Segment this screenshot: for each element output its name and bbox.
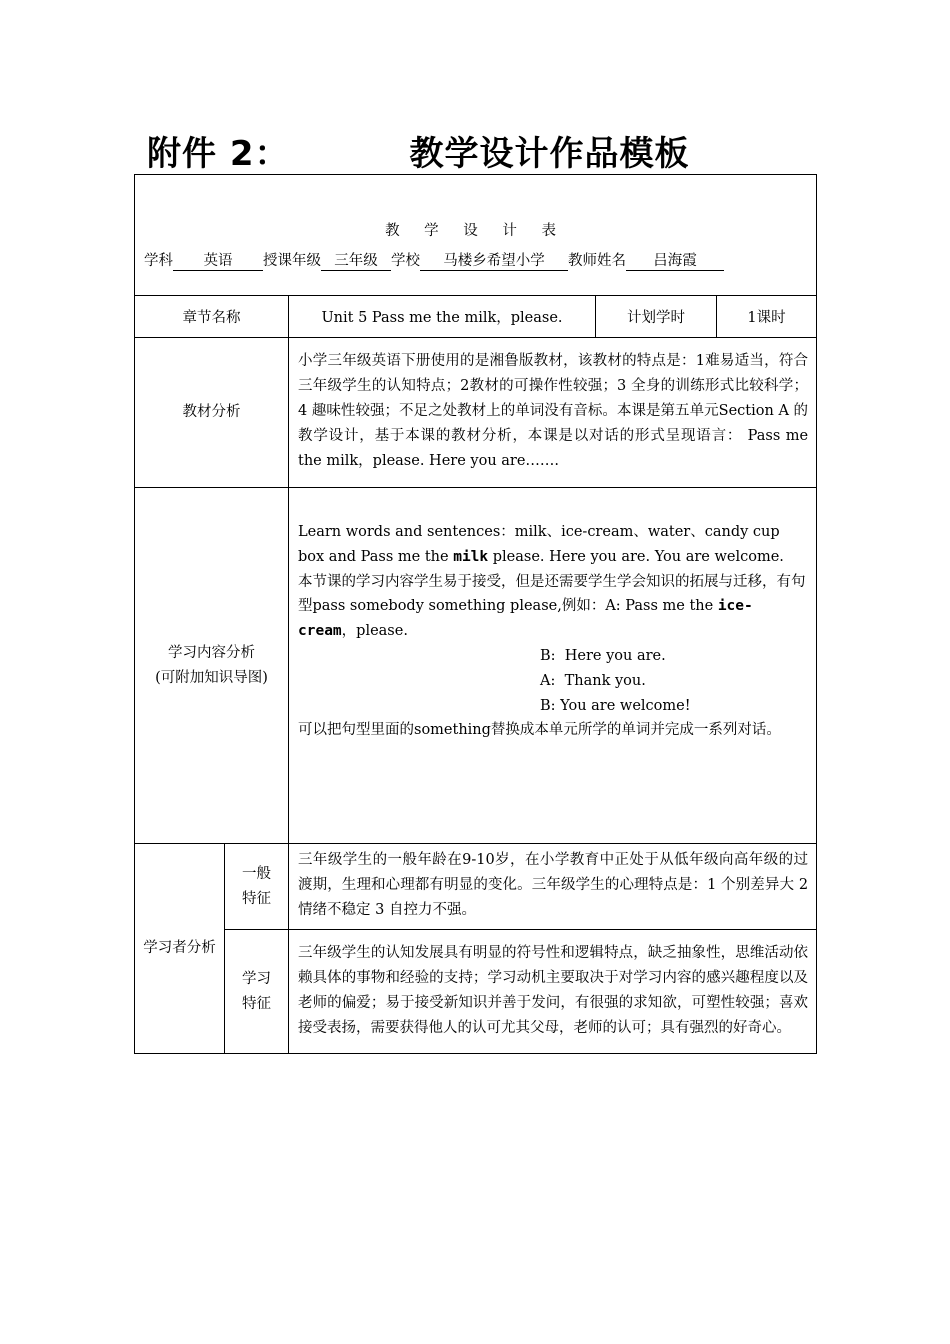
design-table xyxy=(134,174,817,1054)
hours-label: 计划学时 xyxy=(596,296,717,338)
subject-value: 英语 xyxy=(173,252,263,271)
table-header-cell xyxy=(135,175,817,296)
grade-value: 三年级 xyxy=(321,252,391,271)
study-label: 学习特征 xyxy=(225,930,289,1054)
dialog-line: B: You are welcome! xyxy=(540,697,691,714)
hours-value: 1课时 xyxy=(717,296,817,338)
content-intro xyxy=(298,520,808,570)
content-intro-text: Learn words and sentences：milk、ice-cream、water、candy cup box and Pass me the xyxy=(298,524,780,565)
content-paragraph-text: 本节课的学习内容学生易于接受，但是还需要学生学会知识的拓展与迁移，有句型pass somebody something please,例如：A: Pass me the xyxy=(298,573,806,615)
keyword-milk: milk xyxy=(453,548,489,565)
grade-label: 授课年级 xyxy=(263,253,321,269)
document-title: 教学设计作品模板 xyxy=(409,134,690,174)
page-title xyxy=(147,126,690,175)
school-value: 马楼乡希望小学 xyxy=(420,252,568,271)
material-text: 小学三年级英语下册使用的是湘鲁版教材，该教材的特点是：1难易适当，符合三年级学生的认知特点；2教材的可操作性较强；3 全身的训练形式比较科学；4 趣味性较强；不足之处教材上的单词没有音标。本课是第五单元Section A 的教学设计，基于本课的教材分析，本课是以对话的形式呈现语言： Pass me the milk，please. Here you are……. xyxy=(289,338,817,488)
material-label: 教材分析 xyxy=(135,338,289,488)
teacher-label: 教师姓名 xyxy=(568,253,626,269)
content-paragraph-tail: ，please. xyxy=(341,623,408,640)
content-paragraph xyxy=(298,570,808,644)
keyword-ice-cream: ice-cream xyxy=(298,598,753,640)
general-label: 一般特征 xyxy=(225,844,289,930)
general-text: 三年级学生的一般年龄在9-10岁，在小学教育中正处于从低年级向高年级的过渡期，生理和心理都有明显的变化。三年级学生的心理特点是：1 个别差异大 2 情绪不稳定 3 自控力不强。 xyxy=(289,844,817,930)
school-label: 学校 xyxy=(391,253,420,269)
annex-label: 附件 2： xyxy=(147,134,290,174)
table-caption: 教 学 设 计 表 xyxy=(385,223,566,239)
content-text xyxy=(289,488,817,844)
dialog-line: A: Thank you. xyxy=(540,672,646,689)
learner-label: 学习者分析 xyxy=(135,844,225,1054)
chapter-label: 章节名称 xyxy=(135,296,289,338)
chapter-value: Unit 5 Pass me the milk，please. xyxy=(289,296,596,338)
content-label-line2: (可附加知识导图) xyxy=(155,669,268,686)
dialog-line: B: Here you are. xyxy=(540,647,666,664)
teacher-value: 吕海霞 xyxy=(626,252,724,271)
meta-line xyxy=(144,249,724,271)
content-label-line1: 学习内容分析 xyxy=(168,644,255,661)
content-label xyxy=(135,488,289,844)
study-text: 三年级学生的认知发展具有明显的符号性和逻辑特点，缺乏抽象性，思维活动依赖具体的事物和经验的支持；学习动机主要取决于对学习内容的感兴趣程度以及老师的偏爱；易于接受新知识并善于发问，有很强的求知欲，可塑性较强；喜欢接受表扬，需要获得他人的认可尤其父母，老师的认可；具有强烈的好奇心。 xyxy=(289,930,817,1054)
subject-label: 学科 xyxy=(144,253,173,269)
content-intro-tail: please. Here you are. You are welcome. xyxy=(492,548,784,565)
content-closing: 可以把句型里面的something替换成本单元所学的单词并完成一系列对话。 xyxy=(298,722,781,739)
